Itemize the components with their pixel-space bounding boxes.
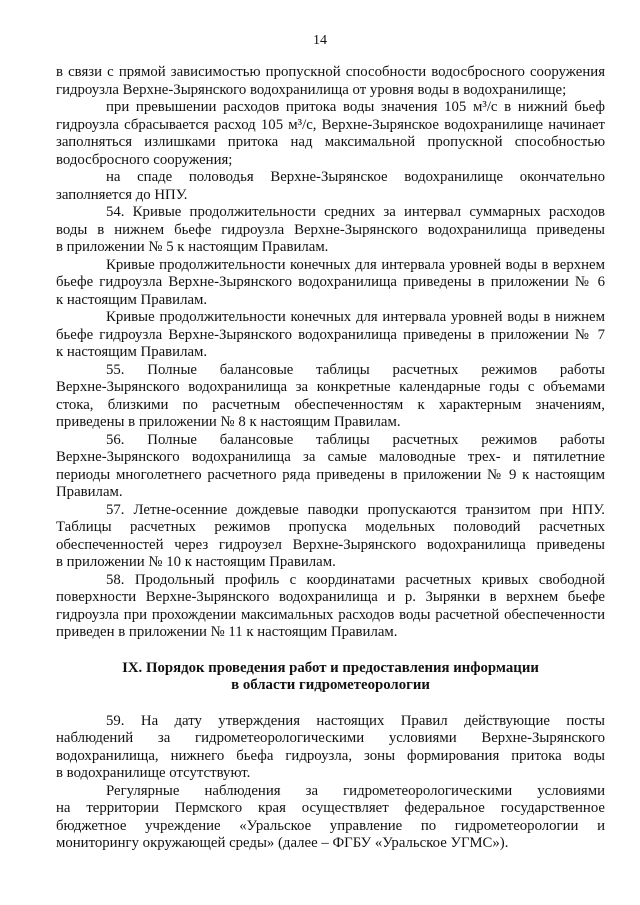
text-line: в приложении № 10 к настоящим Правилам. xyxy=(56,554,336,570)
text-line: в связи с прямой зависимостью пропускной способности водосбросного сооружения xyxy=(56,64,605,80)
text-line: к настоящим Правилам. xyxy=(56,344,208,360)
text-line: 56. Полные балансовые таблицы расчетных режимов работы xyxy=(106,431,605,448)
text-line: на территории Пермского края осуществляет федеральное государственное xyxy=(56,800,605,816)
text-line: периоды многолетнего расчетного ряда приведены в приложении № 9 к настоящим xyxy=(56,466,605,483)
text-line: на спаде половодья Верхне-Зырянское водохранилище окончательно xyxy=(106,169,605,185)
text-line: водохранилища, нижнего бьефа гидроузла, зоны формирования притока воды xyxy=(56,747,605,764)
text-line: обеспеченностей через гидроузел Верхне-Зырянского водохранилища приведены xyxy=(56,536,605,553)
text-line: бюджетное учреждение «Уральское управление по гидрометеорологии и xyxy=(56,817,605,834)
text-line: в приложении № 5 к настоящим Правилам. xyxy=(56,239,329,255)
paragraphs-before-heading xyxy=(56,64,605,642)
paragraphs-after-heading xyxy=(56,713,605,853)
text-line: в водохранилище отсутствуют. xyxy=(56,765,251,781)
text-line: Верхне-Зырянского водохранилища за конкретные календарные годы с объемами xyxy=(56,379,605,395)
text-line: бьефе гидроузла Верхне-Зырянского водохранилища приведены в приложении № 7 xyxy=(56,326,605,343)
text-line: Кривые продолжительности конечных для интервала уровней воды в нижнем xyxy=(106,309,605,325)
section-heading-line-2: в области гидрометеорологии xyxy=(231,677,430,693)
text-line: наблюдений за гидрометеорологическими условиями Верхне-Зырянского xyxy=(56,730,605,746)
text-line: Таблицы расчетных режимов пропуска модельных половодий расчетных xyxy=(56,519,605,535)
text-line: Правилам. xyxy=(56,484,123,500)
text-line: бьефе гидроузла Верхне-Зырянского водохранилища приведены в приложении № 6 xyxy=(56,274,605,290)
text-line: 59. На дату утверждения настоящих Правил действующие посты xyxy=(106,712,605,729)
text-line: 55. Полные балансовые таблицы расчетных режимов работы xyxy=(106,361,605,378)
text-line: стока, близкими по расчетным обеспеченностям к характерным значениям, xyxy=(56,396,605,413)
text-line: к настоящим Правилам. xyxy=(56,291,208,308)
text-line: Кривые продолжительности конечных для интервала уровней воды в верхнем xyxy=(106,256,605,273)
text-line: 58. Продольный профиль с координатами расчетных кривых свободной xyxy=(106,571,605,588)
section-heading-line-1: IX. Порядок проведения работ и предоставления информации xyxy=(122,659,539,676)
text-line: поверхности Верхне-Зырянского водохранилища и р. Зырянки в верхнем бьефе xyxy=(56,589,605,605)
document-body xyxy=(56,64,605,853)
text-line: гидроузла Верхне-Зырянского водохранилища от уровня воды в водохранилище; xyxy=(56,81,567,98)
text-line: приведены в приложении № 8 к настоящим Правилам. xyxy=(56,414,401,430)
text-line: Регулярные наблюдения за гидрометеорологическими условиями xyxy=(106,782,605,799)
text-line: 57. Летне-осенние дождевые паводки пропускаются транзитом при НПУ. xyxy=(106,501,605,518)
text-line: заполняется до НПУ. xyxy=(56,186,188,203)
page-number: 14 xyxy=(313,33,327,48)
text-line: воды в нижнем бьефе гидроузла Верхне-Зырянского водохранилища приведены xyxy=(56,221,605,238)
text-line: 54. Кривые продолжительности средних за интервал суммарных расходов xyxy=(106,204,605,220)
text-line: гидроузла сбрасывается расход 105 м³/с, Верхне-Зырянское водохранилище начинает xyxy=(56,116,605,133)
text-line: приведен в приложении № 11 к настоящим Правилам. xyxy=(56,624,398,640)
text-line: гидроузла при прохождении максимальных расходов воды расчетной обеспеченности xyxy=(56,606,605,623)
text-line: водосбросного сооружения; xyxy=(56,151,233,168)
text-line: Верхне-Зырянского водохранилища за самые маловодные трех- и пятилетние xyxy=(56,449,605,465)
text-line: при превышении расходов притока воды значения 105 м³/с в нижний бьеф xyxy=(106,99,605,115)
text-line: мониторингу окружающей среды» (далее – ФГБУ «Уральское УГМС»). xyxy=(56,835,509,851)
text-line: заполняться излишками притока над максимальной пропускной способностью xyxy=(56,134,605,150)
